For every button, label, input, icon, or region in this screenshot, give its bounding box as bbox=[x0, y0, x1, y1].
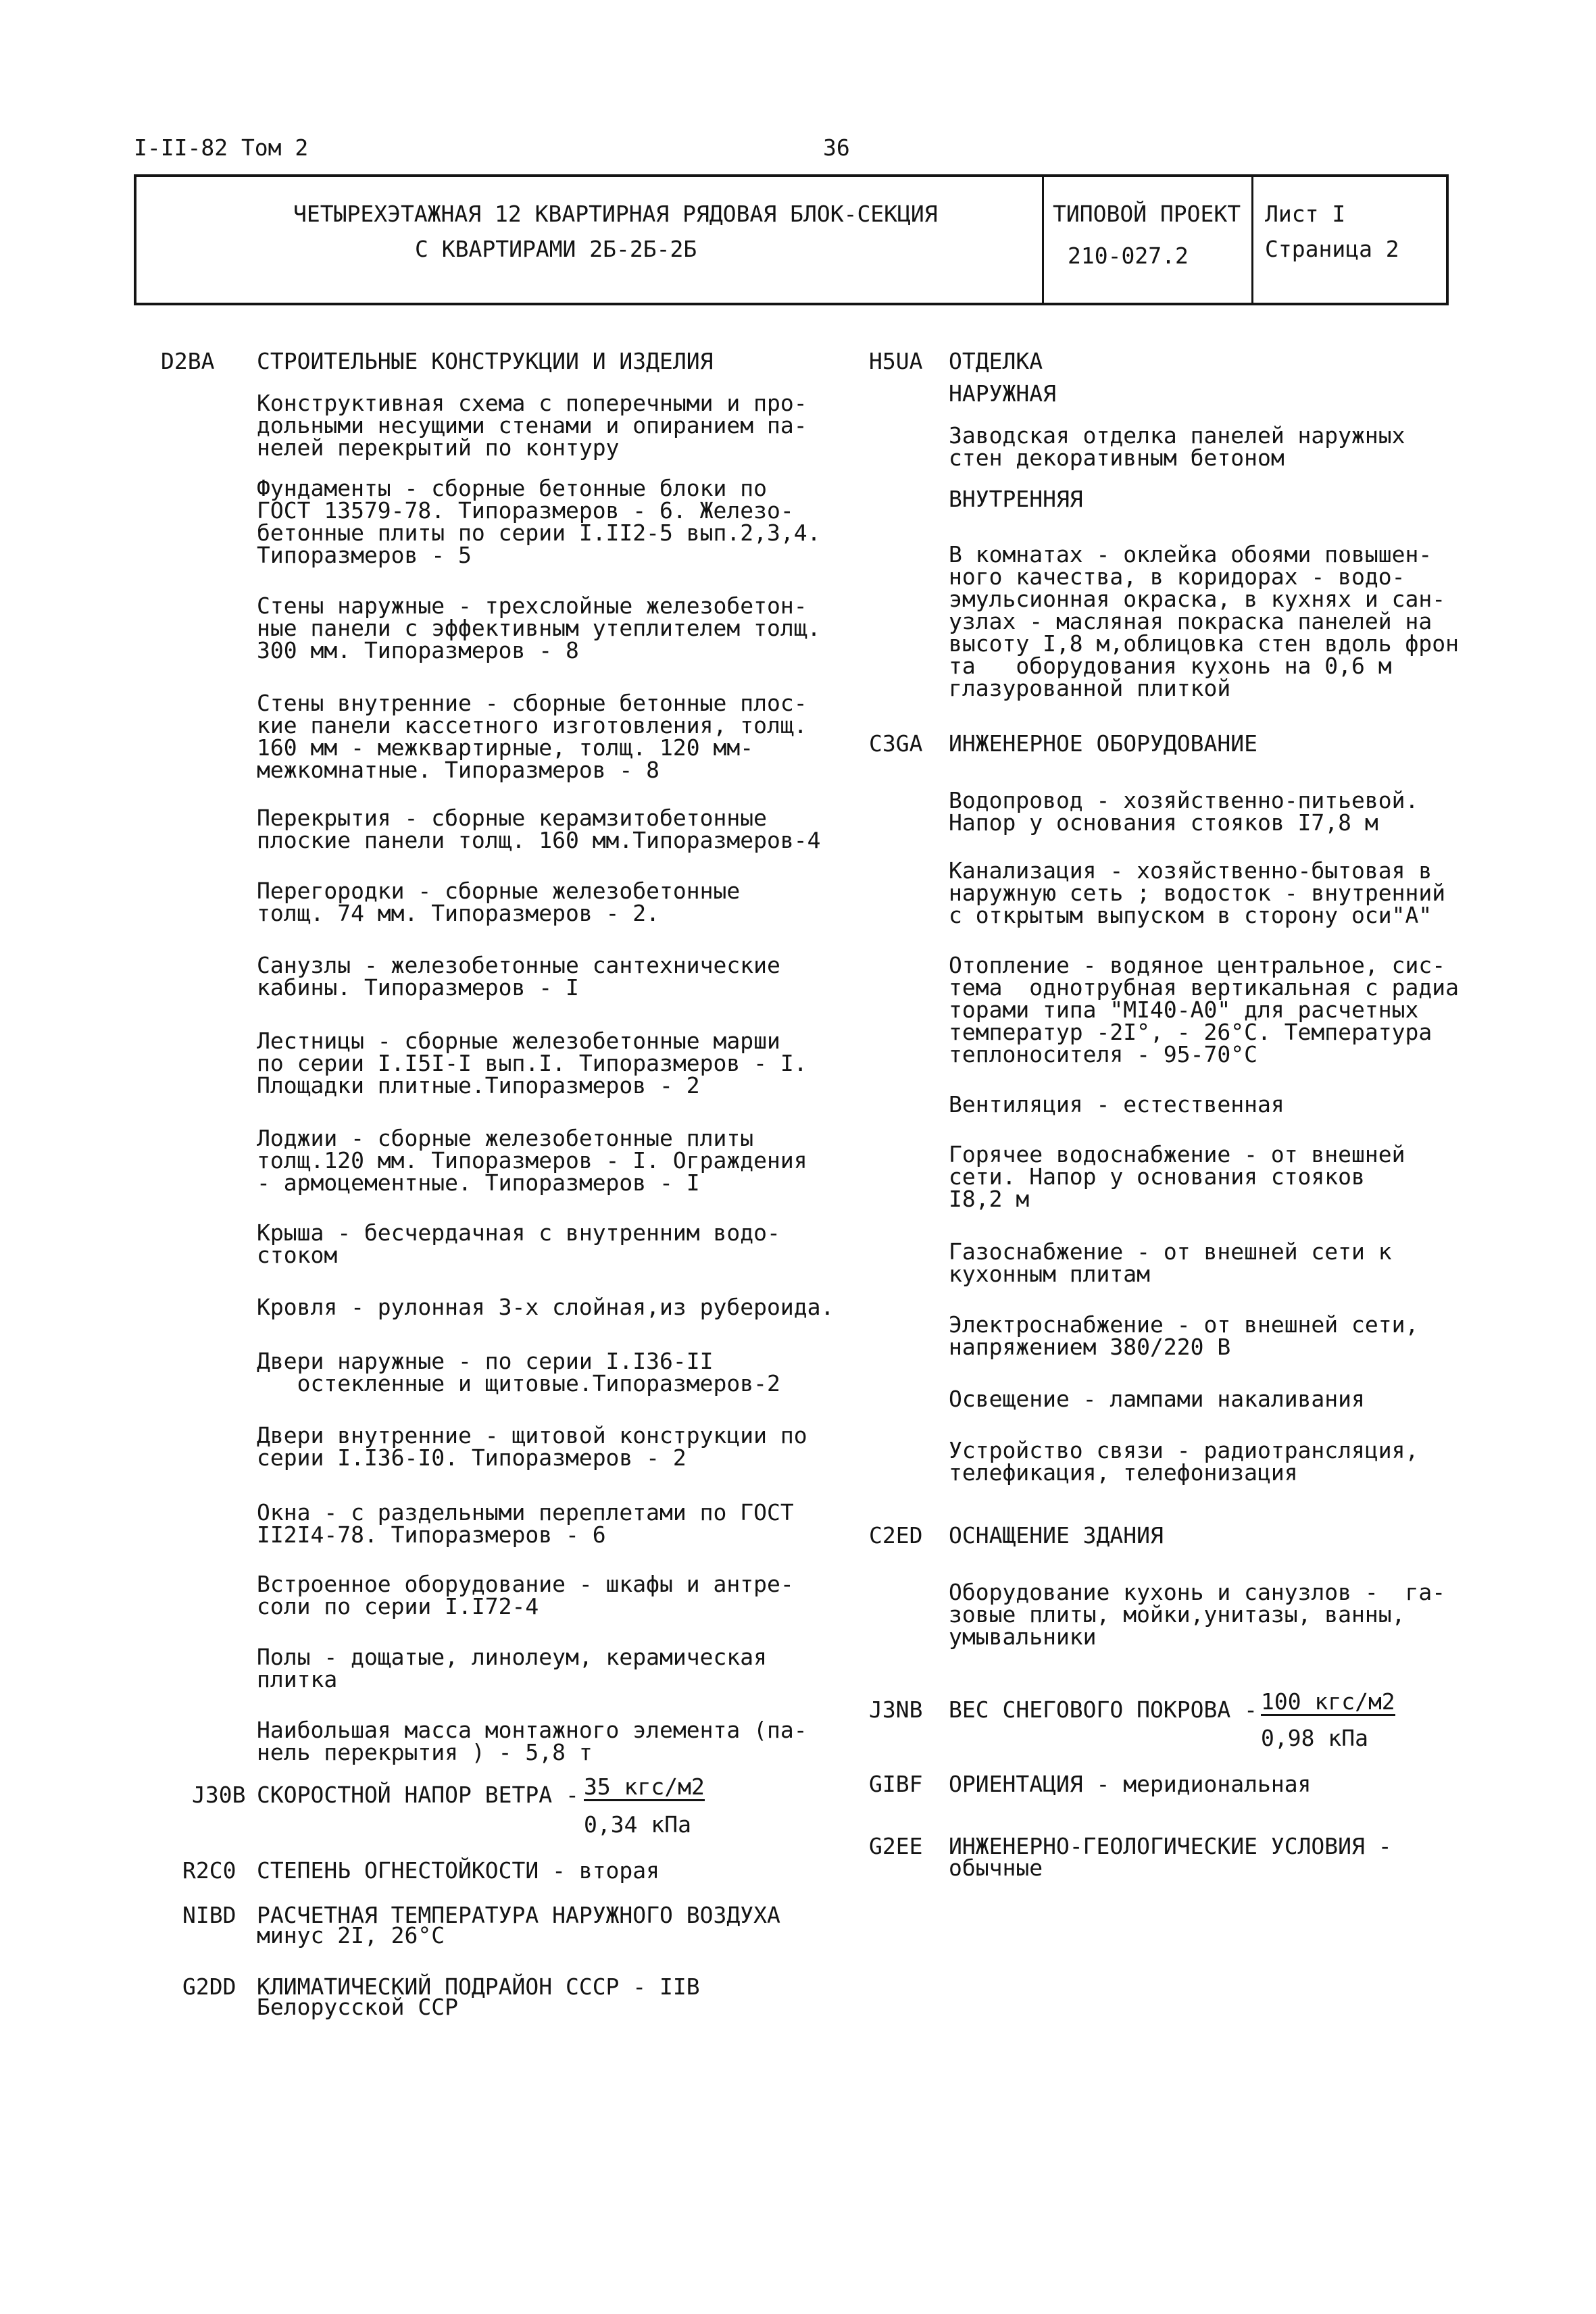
section-value: обычные bbox=[949, 1855, 1043, 1881]
section-value: минус 2I, 26°С bbox=[257, 1922, 445, 1948]
section-code: C3GA bbox=[869, 730, 923, 757]
paragraph-bathrooms: Санузлы - железобетонные сантехнические кабины. Типоразмеров - I bbox=[257, 952, 780, 1001]
paragraph-power-supply: Электроснабжение - от внешней сети, напряжением 380/220 В bbox=[949, 1311, 1419, 1360]
paragraph-max-mass: Наибольшая масса монтажного элемента (па- нель перекрытия ) - 5,8 т bbox=[257, 1717, 807, 1765]
section-title: СТЕПЕНЬ ОГНЕСТОЙКОСТИ - вторая bbox=[257, 1857, 660, 1884]
stamp-title-line1: ЧЕТЫРЕХЭТАЖНАЯ 12 КВАРТИРНАЯ РЯДОВАЯ БЛОК-СЕКЦИЯ bbox=[293, 201, 938, 227]
stamp-title-line2: С КВАРТИРАМИ 2Б-2Б-2Б bbox=[415, 236, 697, 262]
paragraph-external-doors: Двери наружные - по серии I.I36-II остекленные и щитовые.Типоразмеров-2 bbox=[257, 1348, 780, 1397]
paragraph-loggias: Лоджии - сборные железобетонные плиты толщ.120 мм. Типоразмеров - I. Ограждения - армоцементные. Типоразмеров - I bbox=[257, 1125, 807, 1196]
section-title: СКОРОСТНОЙ НАПОР ВЕТРА - bbox=[257, 1782, 579, 1808]
page-number: 36 bbox=[823, 134, 850, 161]
paragraph-stairs: Лестницы - сборные железобетонные марши по серии I.I5I-I вып.I. Типоразмеров - I. Площадки плитные.Типоразмеров - 2 bbox=[257, 1028, 807, 1099]
section-code: H5UA bbox=[869, 348, 923, 374]
paragraph-hot-water: Горячее водоснабжение - от внешней сети. Напор у основания стояков I8,2 м bbox=[949, 1141, 1405, 1212]
section-title: ОРИЕНТАЦИЯ - меридиональная bbox=[949, 1771, 1312, 1797]
section-code: J3NB bbox=[869, 1696, 923, 1723]
section-title: ОТДЕЛКА bbox=[949, 348, 1043, 374]
section-title: КЛИМАТИЧЕСКИЙ ПОДРАЙОН СССР - IIВ bbox=[257, 1973, 700, 2000]
paragraph-external-finish: Заводская отделка панелей наружных стен декоративным бетоном bbox=[949, 422, 1405, 471]
paragraph-floors: Полы - дощатые, линолеум, керамическая плитка bbox=[257, 1644, 767, 1692]
section-title: СТРОИТЕЛЬНЫЕ КОНСТРУКЦИИ И ИЗДЕЛИЯ bbox=[257, 348, 714, 374]
paragraph-sewerage: Канализация - хозяйственно-бытовая в наружную сеть ; водосток - внутренний с открытым выпуском в сторону оси"А" bbox=[949, 857, 1446, 928]
section-code: G2DD bbox=[182, 1973, 236, 2000]
title-stamp bbox=[134, 174, 1449, 305]
paragraph-lighting: Освещение - лампами накаливания bbox=[949, 1386, 1365, 1412]
stamp-project-number: 210-027.2 bbox=[1068, 243, 1189, 269]
paragraph-water-supply: Водопровод - хозяйственно-питьевой. Напор у основания стояков I7,8 м bbox=[949, 787, 1419, 836]
paragraph-foundations: Фундаменты - сборные бетонные блоки по ГОСТ 13579-78. Типоразмеров - 6. Железо- бетонные плиты по серии I.II2-5 вып.2,3,4. Типоразмеров - 5 bbox=[257, 475, 821, 568]
paragraph-building-equipment: Оборудование кухонь и санузлов - га- зовые плиты, мойки,унитазы, ванны, умывальники bbox=[949, 1579, 1446, 1650]
subsection-title: НАРУЖНАЯ bbox=[949, 380, 1056, 407]
section-title: ВЕС СНЕГОВОГО ПОКРОВА - bbox=[949, 1696, 1257, 1723]
paragraph-built-in-equipment: Встроенное оборудование - шкафы и антре- соли по серии I.I72-4 bbox=[257, 1571, 794, 1619]
section-code: NIBD bbox=[182, 1902, 236, 1928]
section-code: R2C0 bbox=[182, 1857, 236, 1884]
paragraph-roofing: Кровля - рулонная 3-х слойная,из рубероида. bbox=[257, 1294, 834, 1320]
paragraph-communications: Устройство связи - радиотрансляция, телефикация, телефонизация bbox=[949, 1437, 1419, 1486]
subsection-title: ВНУТРЕННЯЯ bbox=[949, 486, 1083, 512]
stamp-project-label: ТИПОВОЙ ПРОЕКТ bbox=[1053, 201, 1241, 227]
paragraph-roof: Крыша - бесчердачная с внутренним водо- стоком bbox=[257, 1219, 780, 1268]
section-code: GIBF bbox=[869, 1771, 923, 1797]
paragraph-windows: Окна - с раздельными переплетами по ГОСТ II2I4-78. Типоразмеров - 6 bbox=[257, 1499, 794, 1548]
section-title: ИНЖЕНЕРНОЕ ОБОРУДОВАНИЕ bbox=[949, 730, 1257, 757]
document-series: I-II-82 Том 2 bbox=[134, 134, 309, 161]
paragraph-ventilation: Вентиляция - естественная bbox=[949, 1091, 1285, 1117]
paragraph-heating: Отопление - водяное центральное, сис- тема однотрубная вертикальная с радиа торами типа "МI40-А0" для расчетных температур -2I°, - 26°С. Температура теплоносителя - 95-70°С bbox=[949, 952, 1459, 1067]
section-code: J30B bbox=[192, 1782, 246, 1808]
stamp-divider-2 bbox=[1251, 177, 1253, 305]
paragraph-internal-finish: В комнатах - оклейка обоями повышен- ного качества, в коридорах - водо- эмульсионная окраска, в кухнях и сан- узлах - масляная покраска панелей на высоту I,8 м,облицовка стен вдоль фрон та оборудования кухонь на 0,6 м глазурованной плиткой bbox=[949, 541, 1459, 701]
snow-load-value: 100 кгс/м2 bbox=[1261, 1688, 1395, 1715]
section-title: ИНЖЕНЕРНО-ГЕОЛОГИЧЕСКИЕ УСЛОВИЯ - bbox=[949, 1833, 1392, 1859]
paragraph-external-walls: Стены наружные - трехслойные железобетон- ные панели с эффективным утеплителем толщ. 300 мм. Типоразмеров - 8 bbox=[257, 593, 821, 663]
paragraph-structural-scheme: Конструктивная схема с поперечными и про- дольными несущими стенами и опиранием па- нелей перекрытий по контуру bbox=[257, 390, 807, 461]
wind-pressure-value: 35 кгс/м2 bbox=[584, 1774, 705, 1800]
section-code: G2EE bbox=[869, 1833, 923, 1859]
wind-pressure-value-kpa: 0,34 кПа bbox=[584, 1811, 691, 1838]
paragraph-internal-walls: Стены внутренние - сборные бетонные плос- кие панели кассетного изготовления, толщ. 160 мм - межквартирные, толщ. 120 мм- межкомнатные. Типоразмеров - 8 bbox=[257, 690, 807, 783]
paragraph-partitions: Перегородки - сборные железобетонные толщ. 74 мм. Типоразмеров - 2. bbox=[257, 878, 741, 926]
snow-load-value-kpa: 0,98 кПа bbox=[1261, 1725, 1368, 1751]
paragraph-internal-doors: Двери внутренние - щитовой конструкции по серии I.I36-I0. Типоразмеров - 2 bbox=[257, 1422, 807, 1471]
paragraph-floor-slabs: Перекрытия - сборные керамзитобетонные плоские панели толщ. 160 мм.Типоразмеров-4 bbox=[257, 805, 821, 853]
section-value: Белорусской ССР bbox=[257, 1994, 459, 2020]
section-code: D2BA bbox=[161, 348, 215, 374]
stamp-divider-1 bbox=[1042, 177, 1044, 305]
section-title: ОСНАЩЕНИЕ ЗДАНИЯ bbox=[949, 1522, 1164, 1549]
stamp-sheet: Лист I bbox=[1265, 201, 1346, 227]
section-code: C2ED bbox=[869, 1522, 923, 1549]
paragraph-gas-supply: Газоснабжение - от внешней сети к кухонным плитам bbox=[949, 1238, 1392, 1287]
stamp-page: Страница 2 bbox=[1265, 236, 1399, 262]
section-title: РАСЧЕТНАЯ ТЕМПЕРАТУРА НАРУЖНОГО ВОЗДУХА bbox=[257, 1902, 780, 1928]
